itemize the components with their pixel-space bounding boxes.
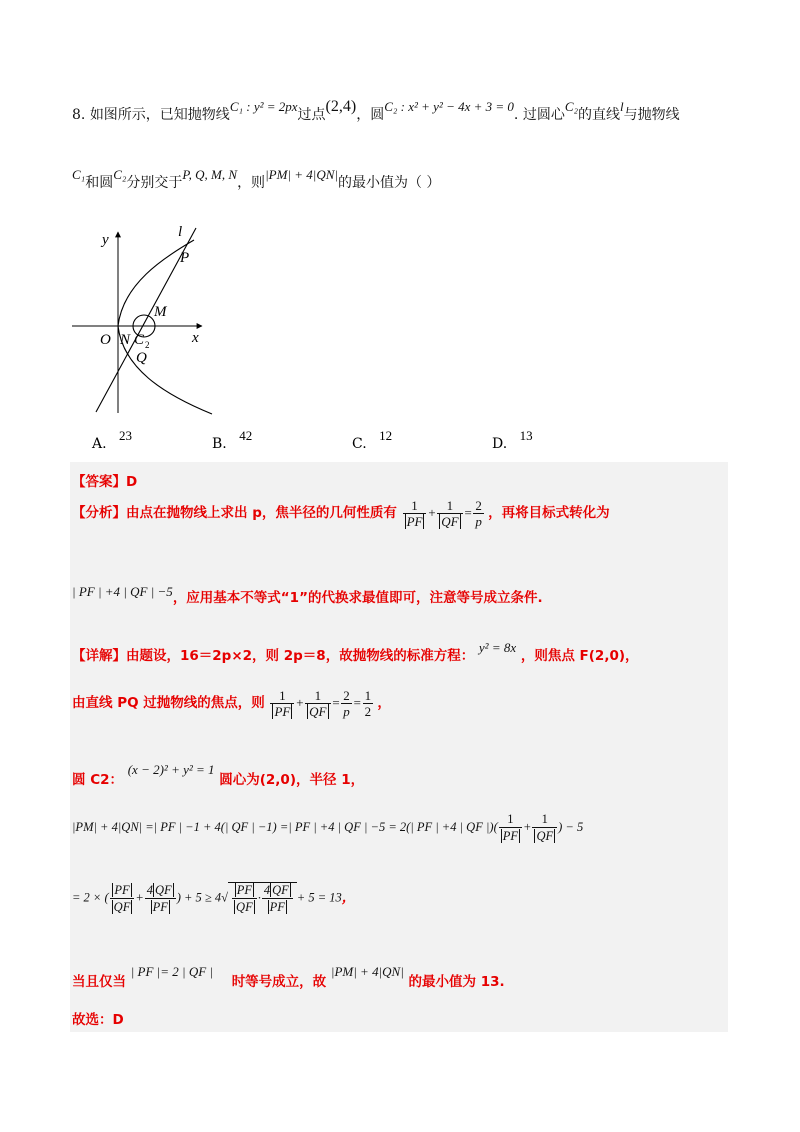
intersection-points: P, Q, M, N xyxy=(182,167,238,182)
label-x: x xyxy=(192,330,199,346)
option-a[interactable]: A. 23 xyxy=(92,428,133,452)
solution-panel xyxy=(70,462,728,1032)
derivation-line-1: |PM| + 4|QN| =| PF | −1 + 4(| QF | −1) =| PF | +4 | QF | −5 = 2(| PF | +4 | QF |)( $\frac{1}{PF}$ + $\frac{1}{QF}$ ) − 5 xyxy=(72,812,584,843)
label-n: N xyxy=(120,332,131,348)
question-line-1: 8. 如图所示，已知抛物线C₁ : y² = 2px过点(2,4)，圆C₂ : x² + y² − 4x + 3 = 0. 过圆心C₂的直线l与抛物线 xyxy=(72,98,680,123)
detail-line-3: 圆 C2： (x − 2)² + y² = 1 圆心为(2,0)，半径 1， xyxy=(72,762,365,788)
target-expression: |PM| + 4|QN| xyxy=(265,167,338,182)
option-b[interactable]: B. 42 xyxy=(212,428,253,452)
given-point: (2,4) xyxy=(325,98,357,115)
analysis-line-2: | PF | +4 | QF | −5，应用基本不等式“1”的代换求最值即可，注意等号成立条件. xyxy=(72,584,543,606)
detail-line-1: 【详解】由题设，16＝2p×2，则 2p＝8，故抛物线的标准方程： y² = 8x ，则焦点 F(2,0)， xyxy=(72,640,639,664)
label-y: y xyxy=(102,232,109,248)
label-p: P xyxy=(180,250,190,266)
parabola-circle-figure xyxy=(68,218,213,418)
analysis-line-1: 【分析】由点在抛物线上求出 p，焦半径的几何性质有 $\frac{1}{PF}$ + $\frac{1}{QF}$ = $\frac{2}{p}$ ，再将目标式转化为 xyxy=(72,498,610,529)
question-line-2: C₁和圆C₂分别交于P, Q, M, N，则|PM| + 4|QN|的最小值为（ ） xyxy=(72,167,441,191)
label-o: O xyxy=(100,332,111,348)
circle-equation: C₂ : x² + y² − 4x + 3 = 0 xyxy=(384,99,514,114)
parabola-curve xyxy=(118,240,212,414)
answer-label: 【答案】D xyxy=(72,474,138,490)
detail-line-4: 当且仅当 | PF |= 2 | QF | 时等号成立，故 |PM| + 4|QN| 的最小值为 13. xyxy=(72,964,505,990)
label-m: M xyxy=(154,304,167,320)
label-c-subscript: 2 xyxy=(145,340,150,350)
option-c[interactable]: C. 12 xyxy=(352,428,393,452)
label-q: Q xyxy=(136,350,147,366)
final-choice: 故选：D xyxy=(72,1012,124,1028)
label-c: C xyxy=(134,332,145,348)
question-number: 8. xyxy=(72,107,86,123)
option-d[interactable]: D. 13 xyxy=(492,428,533,452)
detail-line-2: 由直线 PQ 过抛物线的焦点，则 $\frac{1}{PF}$ + $\frac{1}{QF}$ = $\frac{2}{p}$ = $\frac{1}{2}$ ， xyxy=(72,688,391,719)
derivation-line-2: = 2 × ( $\frac{PF}{QF}$ + $\frac{4 QF}{PF}$ ) + 5 ≥ 4√ $\frac{PF}{QF}$ · $\frac{4 QF}{PF}$ + 5 = 13， xyxy=(72,882,356,914)
label-l: l xyxy=(178,224,183,240)
parabola-equation: C₁ : y² = 2px xyxy=(229,99,298,114)
